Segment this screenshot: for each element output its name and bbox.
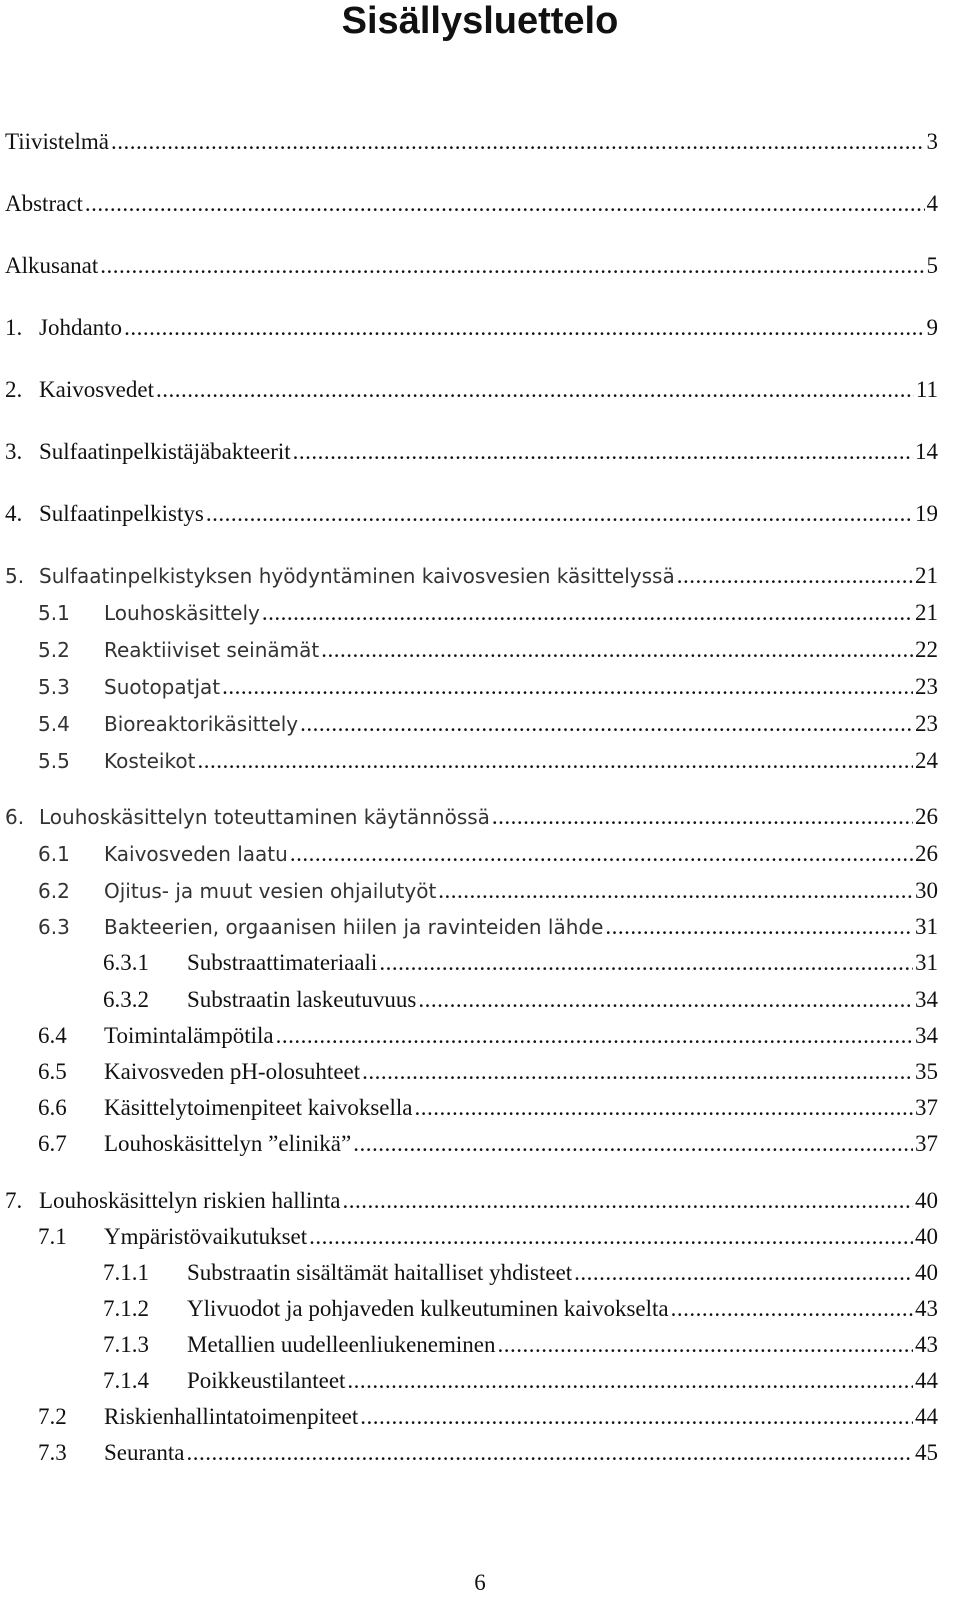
toc-entry[interactable] [103, 1328, 938, 1358]
toc-dot-leader [100, 253, 924, 279]
toc-entry-label: Seuranta [104, 1440, 185, 1465]
toc-entry-page: 35 [915, 1059, 938, 1084]
toc-dot-leader [492, 804, 913, 830]
toc-dot-leader [206, 501, 913, 527]
toc-dot-leader [497, 1332, 913, 1358]
toc-entry-number: 6.5 [38, 1059, 67, 1084]
toc-entry-label: Ympäristövaikutukset [104, 1224, 308, 1249]
toc-entry[interactable] [38, 837, 938, 867]
toc-entry-label: Kosteikot [104, 749, 196, 773]
toc-dot-leader [276, 1023, 913, 1049]
toc-entry[interactable] [5, 435, 938, 465]
toc-entry-label: Bakteerien, orgaanisen hiilen ja ravinteiden lähde [104, 915, 604, 939]
toc-dot-leader [677, 563, 913, 589]
toc-entry-number: 5.5 [38, 749, 70, 773]
toc-entry-page: 9 [926, 315, 938, 340]
toc-entry-label: Suotopatjat [104, 675, 221, 699]
toc-entry-number: 7. [5, 1188, 23, 1213]
toc-entry-label: Reaktiiviset seinämät [104, 638, 320, 662]
toc-entry[interactable] [38, 1400, 938, 1430]
toc-entry-number: 6. [5, 805, 25, 829]
toc-entry[interactable] [38, 1091, 938, 1121]
toc-dot-leader [574, 1260, 913, 1286]
toc-entry-page: 21 [915, 600, 938, 625]
toc-entry-label: Louhoskäsittelyn toteuttaminen käytännössä [39, 805, 490, 829]
toc-entry-page: 4 [926, 191, 938, 216]
toc-entry-number: 7.1.3 [103, 1332, 149, 1357]
toc-entry-number: 7.2 [38, 1404, 67, 1429]
toc-entry-label: Kaivosveden pH-olosuhteet [104, 1059, 361, 1084]
toc-entry[interactable] [103, 1292, 938, 1322]
toc-dot-leader [309, 1224, 913, 1250]
toc-entry[interactable] [103, 1364, 938, 1394]
toc-entry-number: 5.4 [38, 712, 70, 736]
toc-entry-page: 14 [915, 439, 938, 464]
toc-entry-label: Abstract [5, 191, 83, 216]
toc-entry-page: 21 [915, 563, 938, 588]
toc-entry-page: 26 [915, 804, 938, 829]
toc-entry-page: 30 [915, 878, 938, 903]
toc-entry-page: 40 [915, 1224, 938, 1249]
toc-entry-label: Alkusanat [5, 253, 99, 278]
toc-entry-page: 37 [915, 1095, 938, 1120]
toc-entry[interactable] [38, 1220, 938, 1250]
toc-entry-label: Ojitus- ja muut vesien ohjailutyöt [104, 879, 437, 903]
toc-dot-leader [343, 1188, 913, 1214]
toc-entry-number: 4. [5, 501, 23, 526]
toc-entry-label: Metallien uudelleenliukeneminen [187, 1332, 496, 1357]
toc-dot-leader [379, 950, 913, 976]
toc-entry-number: 6.7 [38, 1131, 67, 1156]
toc-dot-leader [124, 315, 924, 341]
toc-entry[interactable] [38, 1019, 938, 1049]
toc-dot-leader [347, 1368, 913, 1394]
toc-entry-label: Sulfaatinpelkistyksen hyödyntäminen kaivosvesien käsittelyssä [39, 564, 675, 588]
toc-entry-page: 37 [915, 1131, 938, 1156]
toc-entry-number: 6.4 [38, 1023, 67, 1048]
toc-entry-number: 6.3 [38, 915, 70, 939]
toc-entry-page: 31 [915, 914, 938, 939]
toc-entry[interactable] [5, 559, 938, 589]
toc-entry-number: 1. [5, 315, 23, 340]
toc-entry-number: 5.3 [38, 675, 70, 699]
toc-entry-number: 6.1 [38, 842, 70, 866]
document-title: Sisällysluettelo [341, 0, 619, 42]
toc-entry-label: Substraattimateriaali [187, 950, 378, 975]
toc-entry-label: Substraatin laskeutuvuus [187, 987, 417, 1012]
toc-entry-number: 6.6 [38, 1095, 67, 1120]
toc-entry-number: 6.3.2 [103, 987, 149, 1012]
toc-entry[interactable] [103, 1256, 938, 1286]
toc-dot-leader [353, 1131, 913, 1157]
toc-entry-number: 5. [5, 564, 25, 588]
toc-entry-page: 44 [915, 1404, 938, 1429]
toc-entry[interactable] [5, 311, 938, 341]
toc-entry[interactable] [103, 983, 938, 1013]
toc-entry-number: 7.1.2 [103, 1296, 149, 1321]
toc-entry-label: Sulfaatinpelkistäjäbakteerit [39, 439, 291, 464]
toc-dot-leader [415, 1095, 913, 1121]
toc-entry[interactable] [38, 1127, 938, 1157]
toc-entry-page: 44 [915, 1368, 938, 1393]
toc-entry-label: Substraatin sisältämät haitalliset yhdisteet [187, 1260, 573, 1285]
toc-entry[interactable] [5, 187, 938, 217]
toc-dot-leader [197, 748, 913, 774]
toc-entry-number: 5.2 [38, 638, 70, 662]
toc-entry[interactable] [38, 670, 938, 700]
toc-entry-number: 6.3.1 [103, 950, 149, 975]
toc-dot-leader [362, 1059, 913, 1085]
toc-entry[interactable] [38, 707, 938, 737]
toc-entry[interactable] [5, 249, 938, 279]
toc-entry[interactable] [38, 874, 938, 904]
toc-dot-leader [671, 1296, 913, 1322]
toc-entry-page: 22 [915, 637, 938, 662]
toc-entry-label: Louhoskäsittely [104, 601, 260, 625]
toc-entry-page: 34 [915, 1023, 938, 1048]
toc-entry-label: Poikkeustilanteet [187, 1368, 346, 1393]
toc-dot-leader [605, 914, 913, 940]
toc-entry-label: Kaivosveden laatu [104, 842, 288, 866]
toc-entry-page: 19 [915, 501, 938, 526]
toc-entry-page: 11 [915, 377, 938, 402]
toc-dot-leader [85, 191, 925, 217]
toc-dot-leader [186, 1440, 913, 1466]
toc-entry-page: 43 [915, 1296, 938, 1321]
toc-entry-page: 26 [915, 841, 938, 866]
toc-entry-number: 2. [5, 377, 23, 402]
toc-entry-page: 23 [915, 674, 938, 699]
toc-dot-leader [360, 1404, 913, 1430]
toc-dot-leader [290, 841, 913, 867]
toc-entry-label: Käsittelytoimenpiteet kaivoksella [104, 1095, 413, 1120]
toc-dot-leader [222, 674, 913, 700]
toc-entry-page: 40 [915, 1188, 938, 1213]
toc-entry-number: 7.3 [38, 1440, 67, 1465]
toc-dot-leader [262, 600, 913, 626]
toc-entry-label: Louhoskäsittelyn riskien hallinta [39, 1188, 341, 1213]
toc-entry-label: Louhoskäsittelyn ”elinikä” [104, 1131, 352, 1156]
toc-dot-leader [438, 878, 913, 904]
toc-entry-label: Tiivistelmä [5, 129, 109, 154]
toc-entry-number: 7.1.4 [103, 1368, 149, 1393]
toc-entry-label: Bioreaktorikäsittely [104, 712, 299, 736]
toc-entry-number: 6.2 [38, 879, 70, 903]
toc-entry-page: 34 [915, 987, 938, 1012]
toc-entry[interactable] [38, 596, 938, 626]
toc-entry[interactable] [5, 125, 938, 155]
toc-entry[interactable] [5, 1184, 938, 1214]
toc-entry[interactable] [38, 1436, 938, 1466]
toc-entry-label: Toimintalämpötila [104, 1023, 274, 1048]
toc-entry-label: Kaivosvedet [39, 377, 154, 402]
toc-entry[interactable] [5, 373, 938, 403]
toc-dot-leader [111, 129, 925, 155]
toc-dot-leader [418, 987, 913, 1013]
toc-entry-number: 3. [5, 439, 23, 464]
toc-entry-label: Riskienhallintatoimenpiteet [104, 1404, 359, 1429]
toc-entry[interactable] [5, 800, 938, 830]
toc-dot-leader [156, 377, 914, 403]
toc-entry-label: Sulfaatinpelkistys [39, 501, 204, 526]
toc-entry[interactable] [38, 744, 938, 774]
toc-entry[interactable] [5, 497, 938, 527]
toc-entry[interactable] [38, 1055, 938, 1085]
page-number: 6 [474, 1570, 486, 1595]
toc-entry-page: 3 [926, 129, 938, 154]
toc-entry[interactable] [38, 633, 938, 663]
toc-entry-label: Johdanto [39, 315, 123, 340]
toc-entry-number: 5.1 [38, 601, 70, 625]
toc-entry-page: 5 [926, 253, 938, 278]
toc-dot-leader [321, 637, 913, 663]
toc-entry-number: 7.1 [38, 1224, 67, 1249]
toc-entry[interactable] [103, 946, 938, 976]
toc-entry-page: 23 [915, 711, 938, 736]
toc-entry-label: Ylivuodot ja pohjaveden kulkeutuminen kaivokselta [187, 1296, 669, 1321]
toc-entry[interactable] [38, 910, 938, 940]
toc-dot-leader [300, 711, 913, 737]
toc-entry-page: 24 [915, 748, 938, 773]
toc-entry-page: 40 [915, 1260, 938, 1285]
toc-entry-number: 7.1.1 [103, 1260, 149, 1285]
toc-entry-page: 43 [915, 1332, 938, 1357]
toc-entry-page: 31 [915, 950, 938, 975]
toc-dot-leader [293, 439, 913, 465]
toc-entry-page: 45 [915, 1440, 938, 1465]
